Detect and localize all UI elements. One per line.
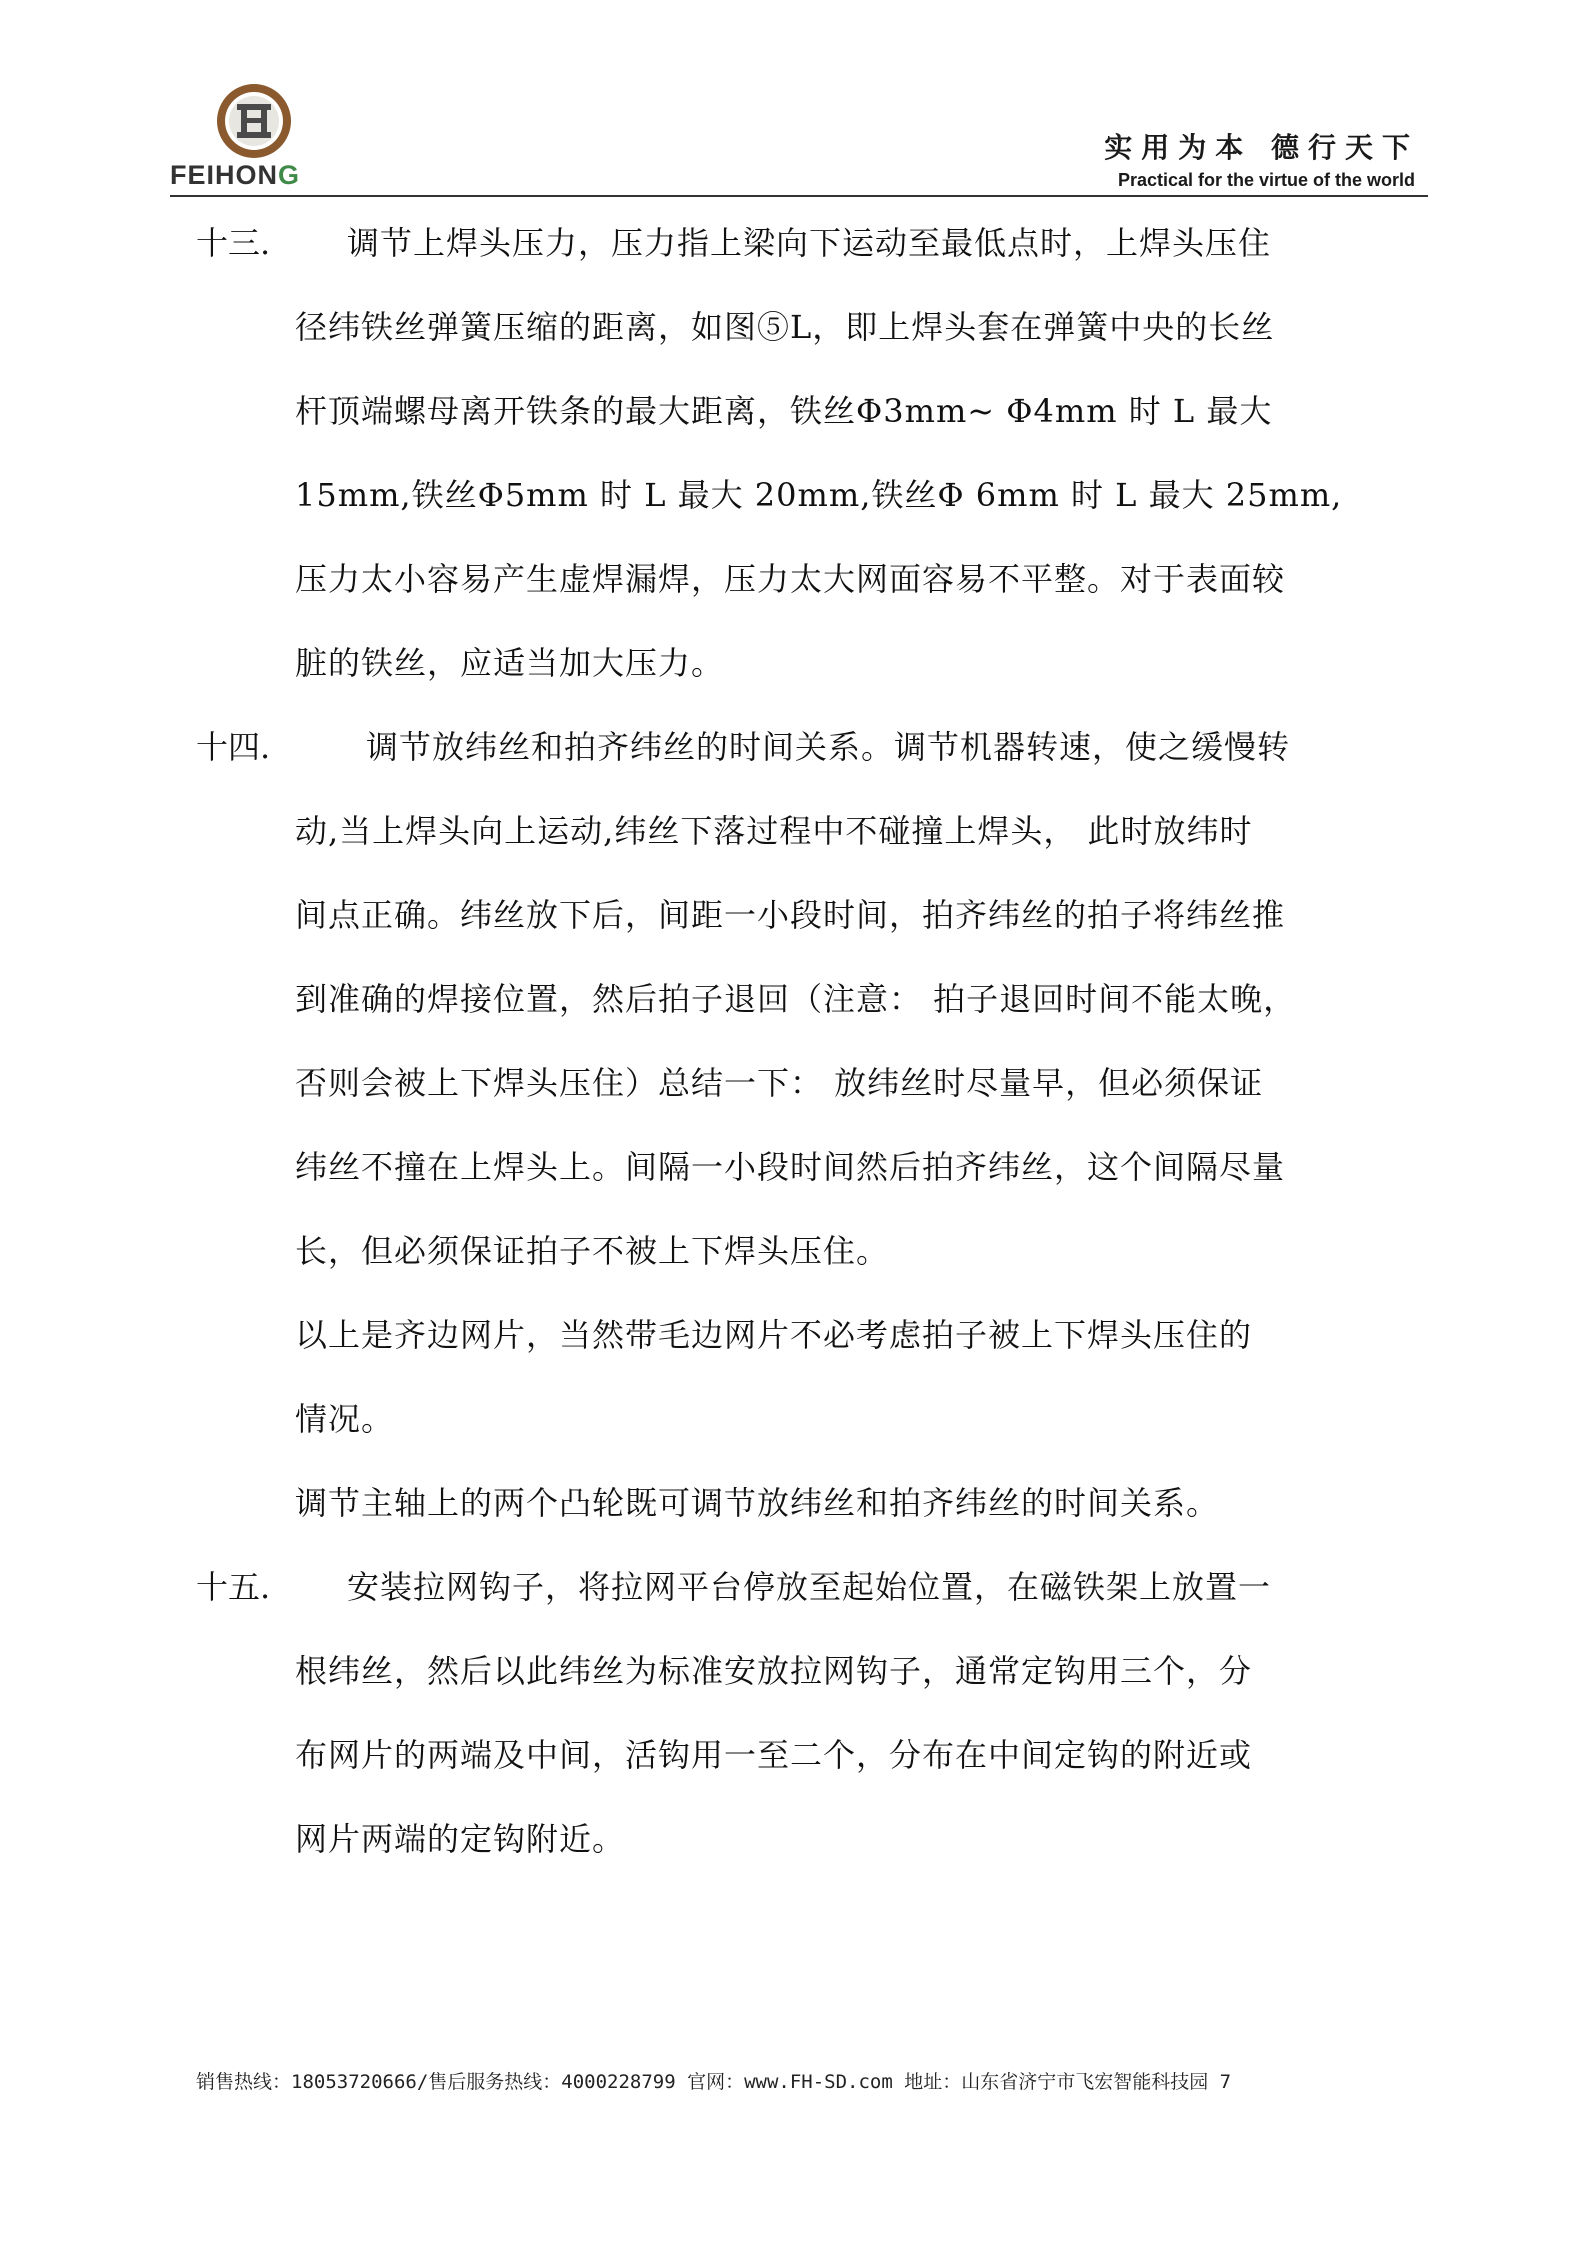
paragraph-line: 长，但必须保证拍子不被上下焊头压住。 [295, 1232, 890, 1270]
company-logo [170, 82, 340, 192]
motto-english: Practical for the virtue of the world [1117, 170, 1415, 190]
section-number: 十四. [196, 728, 271, 766]
paragraph-line: 压力太小容易产生虚焊漏焊，压力太大网面容易不平整。对于表面较 [295, 560, 1286, 598]
paragraph-line: 调节放纬丝和拍齐纬丝的时间关系。调节机器转速，使之缓慢转 [366, 728, 1291, 766]
paragraph-line: 调节上焊头压力，压力指上梁向下运动至最低点时，上焊头压住 [347, 224, 1272, 262]
header-divider [170, 195, 1428, 197]
paragraph-line: 到准确的焊接位置，然后拍子退回（注意： 拍子退回时间不能太晚， [295, 980, 1297, 1018]
section-number: 十五. [196, 1568, 271, 1606]
logo-wordmark-main: FEIHON [170, 160, 279, 190]
paragraph-line: 间点正确。纬丝放下后，间距一小段时间，拍齐纬丝的拍子将纬丝推 [295, 896, 1286, 934]
feihong-logo-icon [215, 82, 293, 160]
paragraph-line: 15mm,铁丝Φ5mm 时 L 最大 20mm,铁丝Φ 6mm 时 L 最大 25mm, [295, 476, 1343, 514]
paragraph-line: 否则会被上下焊头压住）总结一下： 放纬丝时尽量早，但必须保证 [295, 1064, 1264, 1102]
paragraph-line: 调节主轴上的两个凸轮既可调节放纬丝和拍齐纬丝的时间关系。 [295, 1484, 1220, 1522]
paragraph-line: 纬丝不撞在上焊头上。间隔一小段时间然后拍齐纬丝，这个间隔尽量 [295, 1148, 1286, 1186]
paragraph-line: 情况。 [295, 1400, 395, 1438]
paragraph-line: 径纬铁丝弹簧压缩的距离，如图⑤L，即上焊头套在弹簧中央的长丝 [295, 308, 1275, 346]
paragraph-line: 杆顶端螺母离开铁条的最大距离，铁丝Φ3mm~ Φ4mm 时 L 最大 [295, 392, 1273, 430]
page-footer: 销售热线：18053720666/售后服务热线：4000228799 官网：www.FH-SD.com 地址：山东省济宁市飞宏智能科技园 7 [196, 2071, 1232, 2093]
paragraph-line: 以上是齐边网片，当然带毛边网片不必考虑拍子被上下焊头压住的 [295, 1316, 1253, 1354]
paragraph-line: 根纬丝，然后以此纬丝为标准安放拉网钩子，通常定钩用三个，分 [295, 1652, 1253, 1690]
paragraph-line: 脏的铁丝，应适当加大压力。 [295, 644, 725, 682]
paragraph-line: 动,当上焊头向上运动,纬丝下落过程中不碰撞上焊头， 此时放纬时 [295, 812, 1253, 850]
motto-chinese: 实用为本 德行天下 [1104, 131, 1419, 164]
paragraph-line: 布网片的两端及中间，活钩用一至二个，分布在中间定钩的附近或 [295, 1736, 1253, 1774]
section-number: 十三. [196, 224, 271, 262]
logo-wordmark [170, 160, 340, 191]
logo-wordmark-tail: G [278, 160, 301, 190]
paragraph-line: 安装拉网钩子，将拉网平台停放至起始位置，在磁铁架上放置一 [347, 1568, 1272, 1606]
paragraph-line: 网片两端的定钩附近。 [295, 1820, 626, 1858]
